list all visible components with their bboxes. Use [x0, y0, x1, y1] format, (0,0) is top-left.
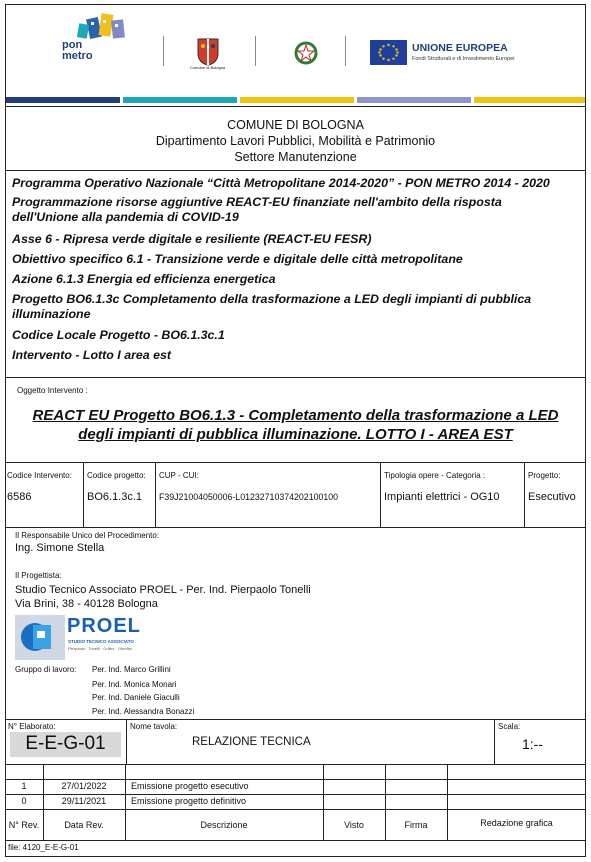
tipologia-label: Tipologia opere - Categoria :	[384, 471, 486, 480]
proel-names: Pierpaolo · Tonelli · Grillini · Ghedini	[68, 646, 132, 651]
rup-label: Il Responsabile Unico del Procedimento:	[15, 531, 160, 540]
color-bar-5	[474, 97, 585, 103]
proel-mark-icon	[15, 615, 65, 660]
gruppo-label: Gruppo di lavoro:	[15, 665, 77, 674]
nome-tavola-label: Nome tavola:	[130, 722, 178, 731]
program-line-5: Azione 6.1.3 Energia ed efficienza energetica	[12, 272, 276, 286]
bologna-coat-icon	[190, 36, 226, 66]
program-line-3: Asse 6 - Ripresa verde digitale e resiliente (REACT-EU FESR)	[12, 232, 372, 246]
tipologia-value: Impianti elettrici - OG10	[384, 491, 500, 503]
color-bar-2	[123, 97, 237, 103]
footer-file: file: 4120_E-E-G-01	[8, 843, 79, 852]
proel-logo	[15, 615, 155, 660]
progetto-label: Progetto:	[528, 471, 561, 480]
color-bar-4	[357, 97, 471, 103]
codice-intervento-value: 6586	[7, 491, 32, 503]
rev-header-desc: Descrizione	[200, 820, 248, 830]
rev-row-1-desc: Emissione progetto esecutivo	[131, 781, 249, 791]
gruppo-member-3: Per. Ind. Daniele Giaculli	[92, 693, 180, 702]
eu-stars-icon	[370, 40, 407, 65]
program-line-2: Programmazione risorse aggiuntive REACT-EU finanziate nell'ambito della risposta dell'Unione alla pandemia di COVID-19	[12, 195, 502, 224]
pon-label: pon metro	[62, 39, 93, 62]
rev-row-2-number: 0	[21, 796, 27, 806]
rev-header-redazione: Redazione grafica	[480, 818, 553, 828]
authority-block	[5, 117, 586, 165]
rev-row-2-date: 29/11/2021	[61, 796, 107, 806]
gruppo-member-1: Per. Ind. Marco Grillini	[92, 665, 171, 674]
eu-flag	[370, 40, 407, 65]
program-line-8: Intervento - Lotto I area est	[12, 348, 172, 362]
program-line-6: Progetto BO6.1.3c Completamento della trasformazione a LED degli impianti di pubblica illuminazione	[12, 292, 532, 321]
codice-progetto-label: Codice progetto:	[87, 471, 146, 480]
elaborato-n-label: N° Elaborato:	[8, 722, 56, 731]
codice-intervento-label: Codice Intervento:	[7, 471, 72, 480]
pon-metro-logo	[58, 12, 148, 68]
color-bar-1	[6, 97, 120, 103]
oggetto-title-line-2: degli impianti di pubblica illuminazione. LOTTO I - AREA EST	[78, 426, 513, 443]
program-line-4: Obiettivo specifico 6.1 - Transizione verde e digitale delle città metropolitane	[12, 252, 463, 266]
italian-emblem-icon	[292, 39, 320, 67]
program-line-1: Programma Operativo Nazionale “Città Metropolitane 2014-2020” - PON METRO 2014 - 2020	[12, 176, 550, 190]
rev-row-1-date: 27/01/2022	[61, 781, 107, 791]
cup-cui-label: CUP - CUI:	[159, 471, 199, 480]
proel-wordmark: PROEL	[67, 615, 141, 637]
authority-name: COMUNE DI BOLOGNA	[227, 118, 364, 132]
authority-sector: Settore Manutenzione	[234, 150, 357, 164]
gruppo-member-2: Per. Ind. Monica Monari	[92, 680, 177, 689]
eu-title: UNIONE EUROPEA	[412, 42, 508, 54]
cup-cui-value: F39J21004050006-L01232710374202100100	[159, 492, 339, 502]
elaborato-number: E-E-G-01	[25, 733, 106, 754]
progettista-line-2: Via Brini, 38 - 40128 Bologna	[15, 598, 158, 610]
program-line-7: Codice Locale Progetto - BO6.1.3c.1	[12, 328, 225, 342]
oggetto-title	[5, 406, 586, 444]
rev-row-1-number: 1	[21, 781, 27, 791]
progettista-label: Il Progettista:	[15, 571, 62, 580]
rup-name: Ing. Simone Stella	[15, 542, 105, 554]
authority-department: Dipartimento Lavori Pubblici, Mobilità e Patrimonio	[155, 134, 436, 148]
codice-progetto-value: BO6.1.3c.1	[87, 491, 143, 503]
oggetto-title-line-1: REACT EU Progetto BO6.1.3 - Completamento della trasformazione a LED	[32, 407, 559, 424]
color-bar-3	[240, 97, 354, 103]
italian-emblem	[292, 39, 320, 72]
progettista-line-1: Studio Tecnico Associato PROEL - Per. Ind. Pierpaolo Tonelli	[15, 584, 311, 596]
scala-value: 1:--	[522, 736, 543, 752]
progetto-value: Esecutivo	[528, 491, 576, 503]
gruppo-member-4: Per. Ind. Alessandra Bonazzi	[92, 707, 195, 716]
rev-header-visto: Visto	[344, 820, 364, 830]
proel-subtitle: STUDIO TECNICO ASSOCIATO	[68, 639, 134, 644]
eu-subtitle: Fondi Strutturali e di Investimento Europei	[412, 56, 515, 62]
rev-header-firma: Firma	[404, 820, 428, 830]
oggetto-label: Oggetto Intervento :	[17, 386, 88, 395]
bologna-logo	[190, 36, 226, 72]
nome-tavola-value: RELAZIONE TECNICA	[192, 736, 311, 748]
rev-header-date: Data Rev.	[64, 820, 104, 830]
bologna-caption: Comune di Bologna	[190, 65, 226, 70]
scala-label: Scala:	[498, 722, 521, 731]
rev-header-number: N° Rev.	[8, 820, 40, 830]
rev-row-2-desc: Emissione progetto definitivo	[131, 796, 247, 806]
